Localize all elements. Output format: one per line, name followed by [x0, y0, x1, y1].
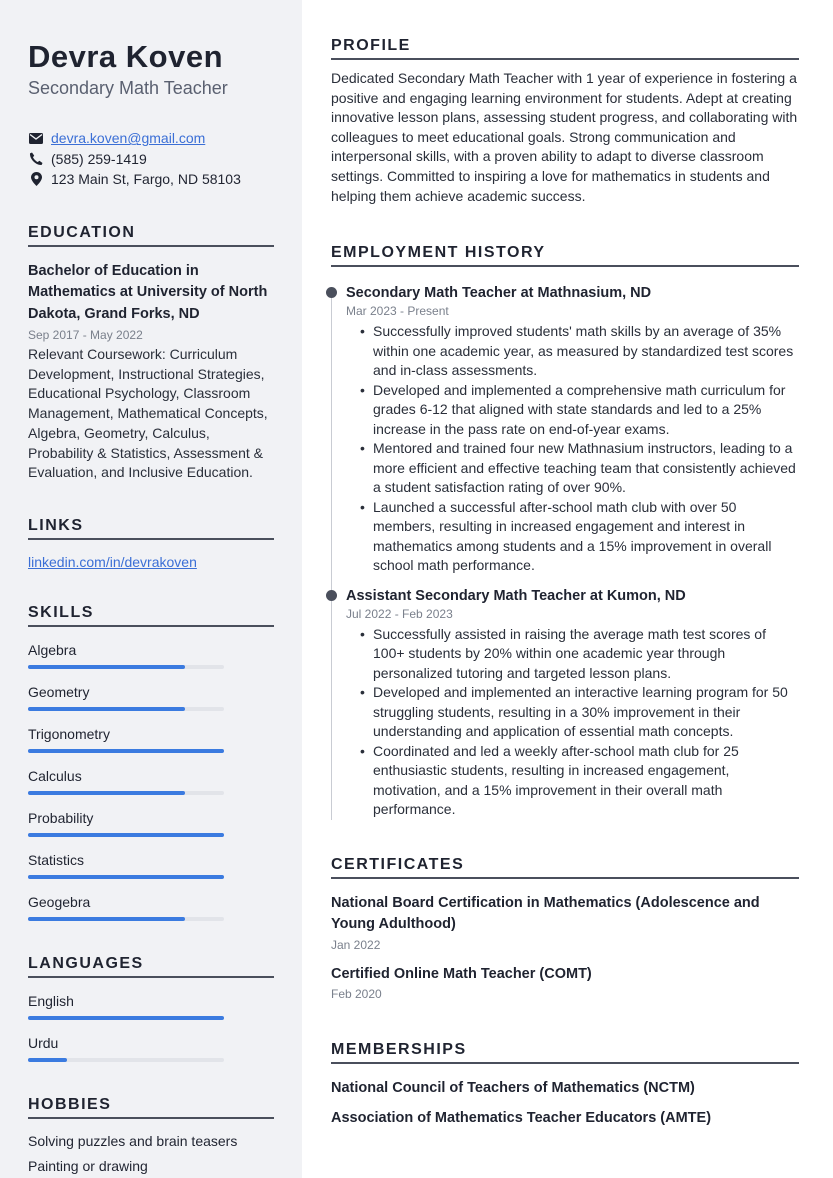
education-section — [28, 224, 274, 483]
language-item — [28, 992, 274, 1020]
timeline-dot — [326, 287, 337, 298]
languages-section — [28, 955, 274, 1062]
job-date: Mar 2023 - Present — [346, 304, 449, 319]
certificate-item — [331, 964, 799, 1004]
hobby-item: Painting or drawing — [28, 1157, 148, 1174]
language-name: Urdu — [28, 1034, 59, 1051]
contact-info — [28, 128, 274, 190]
skills-heading: SKILLS — [28, 604, 274, 627]
skill-item — [28, 767, 274, 795]
main-content — [331, 0, 799, 1128]
languages-heading: LANGUAGES — [28, 955, 274, 978]
candidate-title: Secondary Math Teacher — [28, 78, 228, 98]
job-bullet: • Successfully assisted in raising the average math test scores of 100+ students by 20% within one academic year through personalized tutoring and targeted lesson plans. — [360, 625, 799, 684]
language-level-fill — [28, 1058, 67, 1062]
candidate-name: Devra Koven — [28, 39, 224, 74]
job-bullet: • Successfully improved students' math skills by an average of 35% within one academic year, as measured by standardized test scores and in-class assessments. — [360, 322, 799, 381]
skill-item — [28, 725, 274, 753]
skill-level-bar — [28, 833, 224, 837]
certificate-date: Jan 2022 — [331, 937, 381, 952]
memberships-heading: MEMBERSHIPS — [331, 1041, 799, 1064]
links-heading: LINKS — [28, 517, 274, 540]
memberships-section — [331, 1041, 799, 1128]
employment-section — [331, 244, 799, 820]
skill-name: Probability — [28, 809, 94, 826]
skill-level-fill — [28, 707, 185, 711]
employment-timeline — [331, 283, 799, 820]
skill-name: Calculus — [28, 767, 82, 784]
language-name: English — [28, 992, 74, 1009]
linkedin-link[interactable]: linkedin.com/in/devrakoven — [28, 553, 197, 570]
certificates-section — [331, 856, 799, 1004]
skill-level-fill — [28, 875, 224, 879]
skill-item — [28, 809, 274, 837]
skill-name: Geogebra — [28, 893, 91, 910]
contact-email-row — [28, 128, 274, 149]
job-title: Secondary Math Teacher at Mathnasium, ND — [346, 285, 652, 302]
timeline-dot — [326, 590, 337, 601]
skill-level-bar — [28, 917, 224, 921]
skills-section — [28, 604, 274, 921]
profile-text: Dedicated Secondary Math Teacher with 1 year of experience in fostering a positive and engaging learning environment for students. Adept at creating innovative lesson plans, assessing student progress, and collaborating with colleagues to meet educational goals. Strong communication and interpersonal skills, with a proven ability to adapt to diverse classroom settings. Committed to inspiring a love for mathematics in students and helping them achieve academic success. — [331, 70, 798, 204]
job-bullets — [346, 322, 799, 576]
language-level-fill — [28, 1016, 224, 1020]
skill-name: Geometry — [28, 683, 90, 700]
email-link[interactable]: devra.koven@gmail.com — [51, 130, 206, 147]
hobbies-heading: HOBBIES — [28, 1096, 274, 1119]
language-item — [28, 1034, 274, 1062]
membership-item: National Council of Teachers of Mathematics (NCTM) — [331, 1080, 695, 1097]
skill-level-bar — [28, 665, 224, 669]
phone-number: (585) 259-1419 — [51, 150, 147, 167]
job-bullet: • Coordinated and led a weekly after-school math club for 25 enthusiastic students, resulting in increased engagement, motivation, and a 15% improvement in their overall math performance. — [360, 742, 799, 820]
skill-level-bar — [28, 791, 224, 795]
phone-icon — [28, 152, 44, 166]
job-bullet: • Mentored and trained four new Mathnasium instructors, leading to a more efficient and effective teaching team that consistently achieved a student satisfaction rating of over 90%. — [360, 439, 799, 498]
job-bullet: • Developed and implemented an interactive learning program for 50 struggling students, resulting in a 30% improvement in their understanding and application of essential math concepts. — [360, 683, 799, 742]
education-date: Sep 2017 - May 2022 — [28, 328, 143, 342]
certificates-heading: CERTIFICATES — [331, 856, 799, 879]
job-bullets — [346, 625, 799, 820]
skill-level-fill — [28, 917, 185, 921]
skill-level-fill — [28, 833, 224, 837]
languages-list — [28, 992, 274, 1062]
skill-name: Statistics — [28, 851, 85, 868]
skill-item — [28, 683, 274, 711]
language-level-bar — [28, 1016, 224, 1020]
skill-item — [28, 641, 274, 669]
map-pin-icon — [28, 172, 44, 186]
job-date: Jul 2022 - Feb 2023 — [346, 606, 453, 621]
education-heading: EDUCATION — [28, 224, 274, 247]
certificate-item — [331, 893, 799, 954]
profile-heading: PROFILE — [331, 37, 799, 60]
hobby-item: Solving puzzles and brain teasers — [28, 1132, 238, 1149]
skill-name: Trigonometry — [28, 725, 110, 742]
skills-list — [28, 641, 274, 921]
skill-level-fill — [28, 665, 185, 669]
skill-level-bar — [28, 749, 224, 753]
contact-address-row — [28, 169, 274, 190]
job-title: Assistant Secondary Math Teacher at Kumon, ND — [346, 587, 686, 604]
education-degree: Bachelor of Education in Mathematics at University of North Dakota, Grand Forks, ND — [28, 262, 268, 322]
certificate-title: National Board Certification in Mathematics (Adolescence and Young Adulthood) — [331, 894, 760, 933]
sidebar — [0, 0, 302, 1178]
job-entry — [346, 283, 799, 576]
skill-item — [28, 893, 274, 921]
certificate-title: Certified Online Math Teacher (COMT) — [331, 965, 592, 982]
address: 123 Main St, Fargo, ND 58103 — [51, 171, 241, 188]
certificate-date: Feb 2020 — [331, 987, 382, 1002]
education-description: Relevant Coursework: Curriculum Development, Instructional Strategies, Educational Psychology, Classroom Management, Mathematical Concepts, Algebra, Geometry, Calculus, Probability & Statistics, Assessment & Evaluation, and Inclusive Education. — [28, 346, 268, 481]
job-entry — [346, 586, 799, 820]
job-bullet: • Developed and implemented a comprehensive math curriculum for grades 6-12 that aligned with state standards and led to a 25% increase in the pass rate on end-of-year exams. — [360, 381, 799, 440]
skill-level-bar — [28, 875, 224, 879]
profile-section — [331, 37, 799, 206]
timeline-line — [331, 291, 332, 820]
contact-phone-row — [28, 149, 274, 170]
language-level-bar — [28, 1058, 224, 1062]
skill-name: Algebra — [28, 641, 77, 658]
hobbies-section — [28, 1096, 274, 1178]
skill-level-fill — [28, 791, 185, 795]
envelope-icon — [28, 131, 44, 145]
skill-level-fill — [28, 749, 224, 753]
membership-item: Association of Mathematics Teacher Educators (AMTE) — [331, 1110, 712, 1127]
employment-heading: EMPLOYMENT HISTORY — [331, 244, 799, 267]
skill-item — [28, 851, 274, 879]
job-bullet: • Launched a successful after-school math club with over 50 members, resulting in increased engagement and interest in mathematics among students and a 15% improvement in overall school math performance. — [360, 498, 799, 576]
links-section — [28, 517, 274, 570]
skill-level-bar — [28, 707, 224, 711]
